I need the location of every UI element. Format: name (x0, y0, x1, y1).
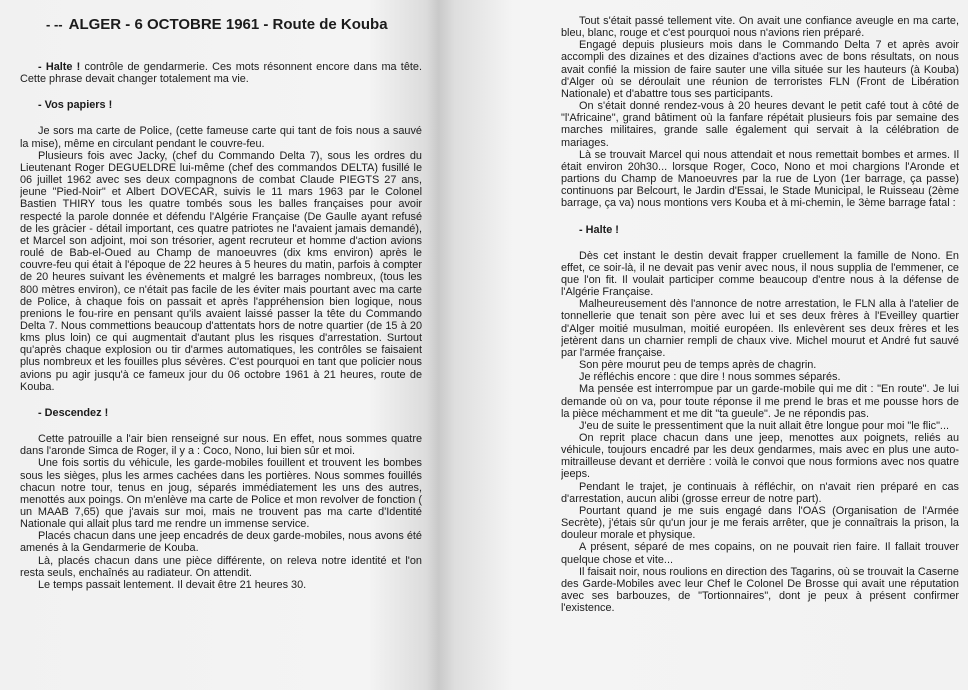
left-paragraph-4: Une fois sortis du véhicule, les garde-mobiles fouillent et trouvent les bombes sous les sièges, plus les armes cachées dans les portières. Nous sommes fouillés chacun notre tour, tenus en joug, séparés immédiatement les uns des autres, menottés aux poings. On m'enlève ma carte de Police et mon revolver de fonction ( un MAAB 7,65) que j'avais sur moi, mais ne trouvent pas ma carte d'Identité Nationale qui allait plus tard me rendre un immense service. (20, 457, 422, 531)
heading-vos-papiers: - Vos papiers ! (38, 99, 113, 112)
title-text: ALGER - 6 OCTOBRE 1961 - Route de Kouba (68, 16, 388, 33)
right-paragraph-15: Il faisait noir, nous roulions en direction des Tagarins, où se trouvait la Caserne des Garde-Mobiles avec leur Chef le Colonel De Brosse qui avait une réputation avec ses barbouzes, de "Tortionnaires", dont je peux à présent confirmer l'existence. (561, 565, 959, 615)
right-paragraph-4: Là se trouvait Marcel qui nous attendait et nous remettait bombes et armes. Il était environ 20h30... lorsque Roger, Coco, Nono et moi chargions l'Aronde et partions du Champ de Manoeuvres par la rue de Lyon (1er barrage, ça passe) continuons par Belcourt, le Jardin d'Essai, le Stade Municipal, le Ruisseau (2ème barrage, ça va) nous montions vers Kouba et à mi-chemin, le 3ème barrage fatal : (561, 148, 959, 210)
left-paragraph-1: Je sors ma carte de Police, (cette fameuse carte qui tant de fois nous a sauvé la mise), même en circulant pendant le couvre-feu. (20, 125, 422, 150)
left-paragraph-2: Plusieurs fois avec Jacky, (chef du Commando Delta 7), sous les ordres du Lieutenant Roger DEGUELDRE lui-même (chef des commandos DELTA) fusillé le 06 juillet 1962 avec ses deux compagnons de combat Claude PIEGTS 27 ans, jeune "Pied-Noir" et Albert DOVECAR, suivis le 11 mars 1963 par le Colonel Bastien THIRY tous les quatre tombés sous les balles françaises pour avoir respecté la parole donnée et défendu l'Algérie Française (De Gaulle ayant refusé de les gràcier - détail important, ces quatre patriotes ne l'avaient jamais demandé), et Marcel son adjoint, moi son trésorier, agent recruteur et homme d'action avions roulé de Bab-el-Oued au Champ de manoeuvres (dix kms environ) après le couvre-feu qui était à l'époque de 22 heures à 5 heures du matin, parfois à compter de 20 heures suivant les évènements et malgré les barrages nombreux, (tous les 800 mètres environ), ce n'était pas facile de les éviter mais pourtant avec ma carte de Police, à chaque fois on passait et après l'appréhension bien logique, nous prenions le fou-rire en pensant qu'ils avaient laissé passer la tête du Commando Delta 7. Nous commettions beaucoup d'attentats hors de notre quartier (de 15 à 20 kms plus loin) ce qui augmentait d'autant plus les risques d'arrestation. Surtout qu'après chaque explosion ou tir d'armes automatiques, les contrôles se faisaient plus nombreux et les fouilles plus sévères. C'est pourquoi en tant que policier nous avions pu agir jusqu'à ce fameux jour du 06 octobre 1961 à 21 heures, route de Kouba. (20, 149, 422, 393)
left-paragraph-5: Placés chacun dans une jeep encadrés de deux garde-mobiles, nous avons été amenés à la Gendarmerie de Kouba. (20, 530, 422, 555)
heading-descendez: - Descendez ! (38, 406, 109, 419)
right-paragraph-6: Malheureusement dès l'annonce de notre arrestation, le FLN alla à l'atelier de tonnellerie que tenait son père avec lui et ses deux frères à l'Eveilley quartier d'Alger moitié musulman, moitié européen. Ils enlevèrent ses deux frères et les jetèrent dans un charnier rempli de chaux vive. Michel mourut et André fut sauvé par l'armée française. (561, 298, 959, 359)
right-paragraph-11: On reprit place chacun dans une jeep, menottes aux poignets, reliés au véhicule, toujours encadré par les deux gendarmes, mais avec en plus une auto-mitrailleuse devant et derrière : voilà le convoi que nous formions avec nos quatre jeeps. (561, 432, 959, 481)
right-paragraph-1: Tout s'était passé tellement vite. On avait une confiance aveugle en ma carte, bleu, blanc, rouge et c'est pourquoi nous n'avions rien préparé. (561, 15, 959, 40)
heading-halte: - Halte ! (579, 223, 619, 236)
right-paragraph-9: Ma pensée est interrompue par un garde-mobile qui me dit : "En route". Je lui demande où on va, pour toute réponse il me prend le bras et me pousse hors de la pièce méchamment et me dit "ta gueule". Je ne répondis pas. (561, 383, 959, 420)
left-paragraph-3: Cette patrouille a l'air bien renseigné sur nous. En effet, nous sommes quatre dans l'aronde Simca de Roger, il y a : Coco, Nono, lui bien sûr et moi. (20, 433, 422, 458)
right-paragraph-3: On s'était donné rendez-vous à 20 heures devant le petit café tout à côté de "l'Africaine", grand bâtiment où la fanfare répétait plusieurs fois par semaine des marches militaires, grande salle également qui servait à la célébration de mariages. (561, 100, 959, 149)
right-paragraph-12: Pendant le trajet, je continuais à réfléchir, on n'avait rien préparé en cas d'arrestation, aucun alibi (grosse erreur de notre part). (561, 480, 959, 505)
left-page (20, 0, 422, 690)
right-paragraph-13: Pourtant quand je me suis engagé dans l'OAS (Organisation de l'Armée Secrète), j'étais sûr qu'un jour je me ferais arrêter, que je connaîtrais la prison, la douleur morale et physique. (561, 504, 959, 542)
right-paragraph-10: J'eu de suite le pressentiment que la nuit allait être longue pour moi "le flic"... (579, 419, 950, 432)
intro-text: contrôle de gendarmerie. Ces mots résonnent encore dans ma tête. Cette phrase devait changer totalement ma vie. (20, 61, 422, 86)
intro-heading: - Halte ! (38, 61, 81, 73)
right-paragraph-2: Engagé depuis plusieurs mois dans le Commando Delta 7 et après avoir accompli des dizaines et des dizaines d'actions avec de bons résultats, on nous avait confié la mission de faire sauter une villa située sur les hauteurs (à Kouba) d'Alger où se déroulait une réunion de terroristes FLN (Front de Libération Nationale) et d'abattre tous ses participants. (561, 39, 959, 100)
left-paragraph-7: Le temps passait lentement. Il devait être 21 heures 30. (38, 578, 307, 591)
right-paragraph-14: A présent, séparé de mes copains, on ne pouvait rien faire. Il fallait trouver quelque chose et vite... (561, 541, 959, 566)
left-paragraph-6: Là, placés chacun dans une pièce différente, on releva notre identité et l'on resta seuls, enchaînés au radiateur. On attendit. (20, 554, 422, 579)
right-paragraph-5: Dès cet instant le destin devait frapper cruellement la famille de Nono. En effet, ce soir-là, il ne devait pas venir avec nous, il nous supplia de l'emmener, ce que l'on fit. Il voulait participer comme beaucoup d'entre nous à la défense de l'Algérie Française. (561, 249, 959, 299)
right-paragraph-8: Je réfléchis encore : que dire ! nous sommes séparés. (579, 371, 841, 384)
right-page (561, 0, 959, 690)
intro-paragraph (20, 61, 422, 85)
title-dash: - -- (46, 17, 63, 32)
right-paragraph-7: Son père mourut peu de temps après de chagrin. (579, 359, 817, 372)
